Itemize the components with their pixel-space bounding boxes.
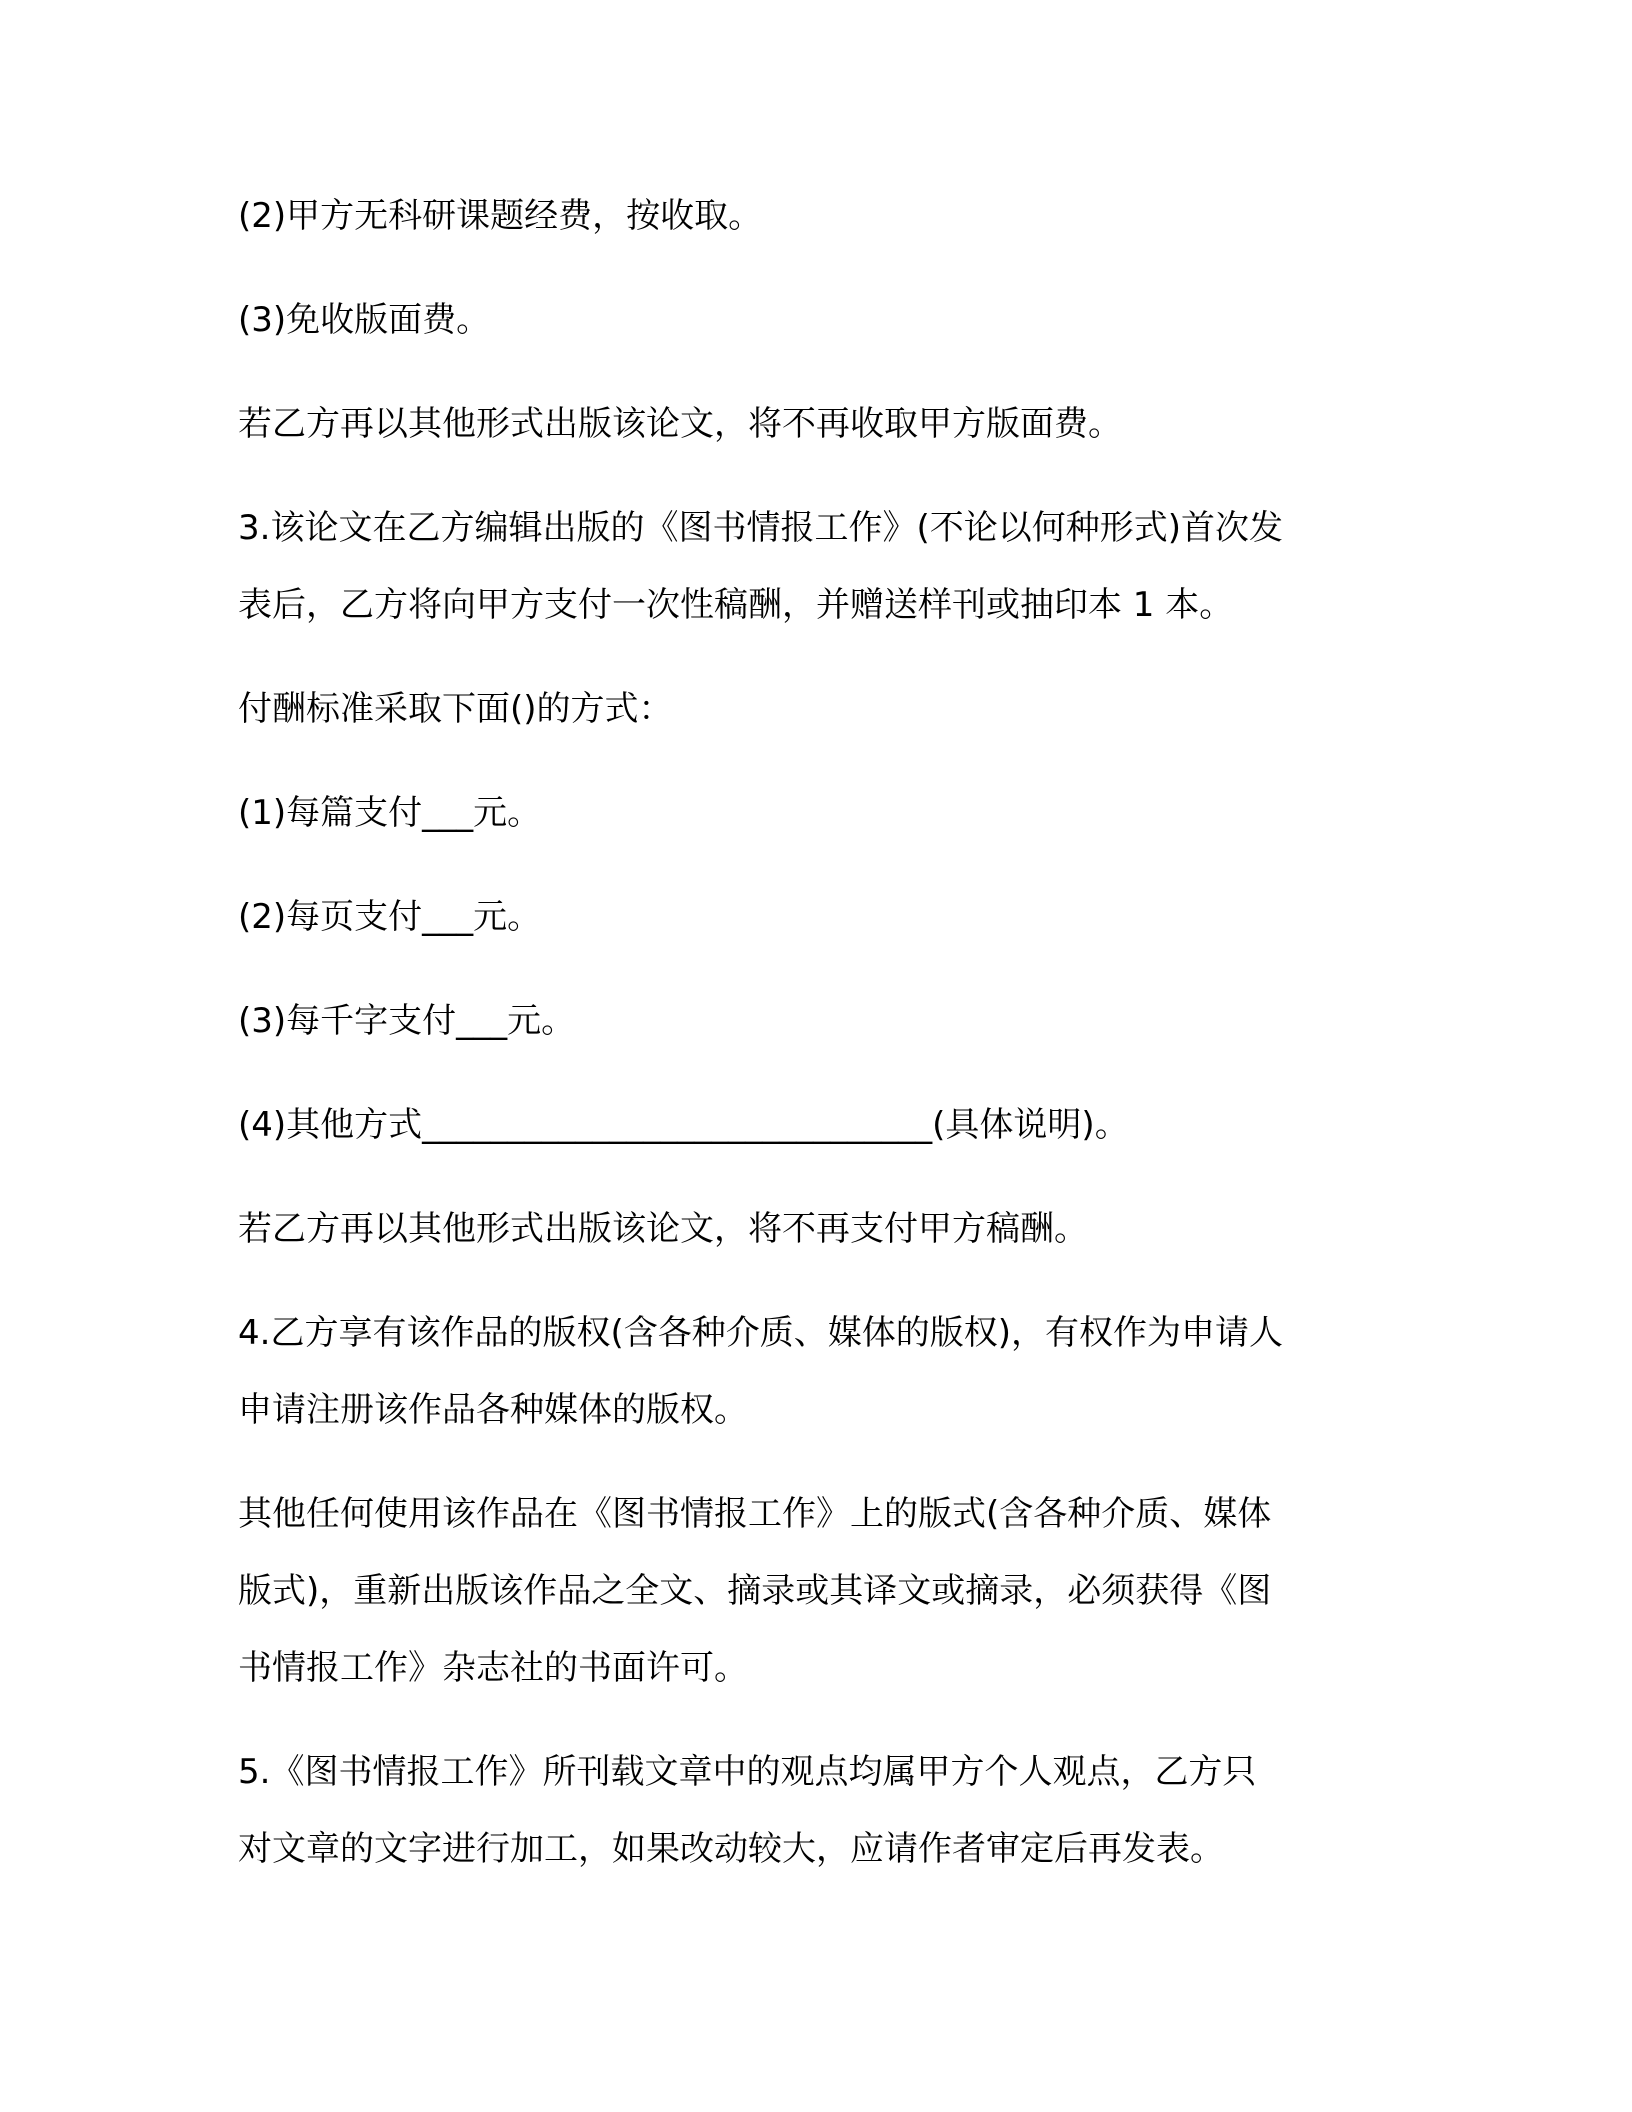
paragraph-fee-waived: [238, 282, 1398, 359]
paragraph-other-method: [238, 1087, 1398, 1164]
paragraph-clause-5: [238, 1734, 1398, 1888]
paragraph-clause-3: [238, 490, 1398, 644]
text-line: (3)每千字支付___元。: [238, 1001, 576, 1041]
paragraph-payment-standard: [238, 671, 1398, 748]
text-line: 版式)，重新出版该作品之全文、摘录或其译文或摘录，必须获得《图: [238, 1571, 1272, 1611]
text-line: 若乙方再以其他形式出版该论文，将不再支付甲方稿酬。: [238, 1209, 1088, 1249]
text-line: (3)免收版面费。: [238, 300, 491, 340]
text-line: 表后，乙方将向甲方支付一次性稿酬，并赠送样刊或抽印本 1 本。: [238, 585, 1234, 625]
text-line: 5.《图书情报工作》所刊载文章中的观点均属甲方个人观点，乙方只: [238, 1752, 1257, 1792]
text-line: (2)每页支付___元。: [238, 897, 542, 937]
text-line: 书情报工作》杂志社的书面许可。: [238, 1648, 748, 1688]
paragraph-per-article: [238, 775, 1398, 852]
text-line: (2)甲方无科研课题经费，按收取。: [238, 196, 763, 236]
text-line: (4)其他方式______________________________(具体说明)。: [238, 1105, 1129, 1145]
text-line: 其他任何使用该作品在《图书情报工作》上的版式(含各种介质、媒体: [238, 1494, 1272, 1534]
paragraph-reuse-permission: [238, 1476, 1398, 1707]
paragraph-no-further-payment: [238, 1191, 1398, 1268]
paragraph-per-thousand-words: [238, 983, 1398, 1060]
text-line: 4.乙方享有该作品的版权(含各种介质、媒体的版权)，有权作为申请人: [238, 1313, 1283, 1353]
text-line: 付酬标准采取下面()的方式：: [238, 689, 673, 729]
text-line: (1)每篇支付___元。: [238, 793, 542, 833]
text-line: 3.该论文在乙方编辑出版的《图书情报工作》(不论以何种形式)首次发: [238, 508, 1283, 548]
text-line: 对文章的文字进行加工，如果改动较大，应请作者审定后再发表。: [238, 1829, 1224, 1869]
paragraph-per-page: [238, 879, 1398, 956]
paragraph-fee-no-grant: [238, 178, 1398, 255]
paragraph-fee-other-forms: [238, 386, 1398, 463]
paragraph-clause-4: [238, 1295, 1398, 1449]
text-line: 若乙方再以其他形式出版该论文，将不再收取甲方版面费。: [238, 404, 1122, 444]
text-line: 申请注册该作品各种媒体的版权。: [238, 1390, 748, 1430]
